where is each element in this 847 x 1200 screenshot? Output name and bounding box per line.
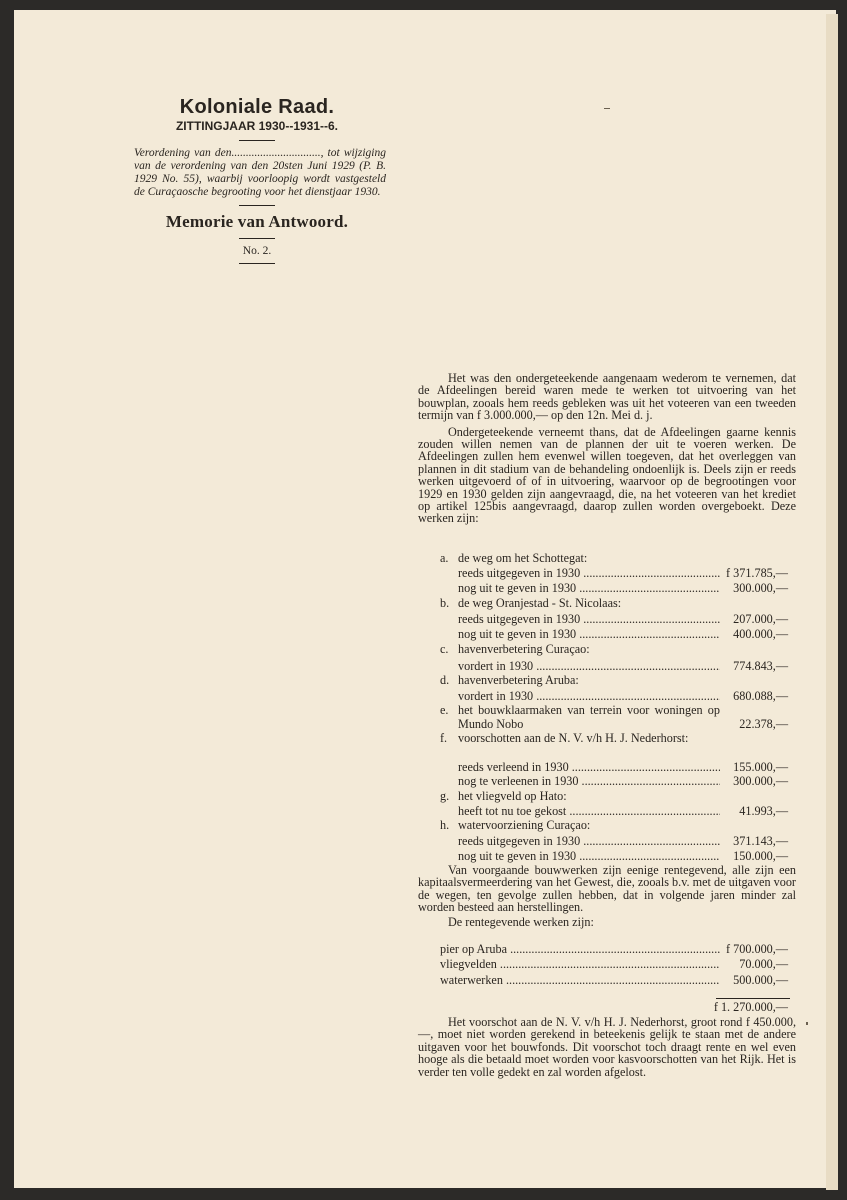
item-amount: 300.000,— <box>733 774 788 788</box>
item-label: vordert in 1930 ..... <box>458 689 720 703</box>
item-title: de weg om het Schottegat: <box>458 551 588 565</box>
item-amount: 500.000,— <box>733 973 788 987</box>
item-label: pier op Aruba ..... <box>440 942 720 956</box>
list-item <box>418 973 796 987</box>
body-middle <box>418 864 796 928</box>
list-item <box>418 627 796 641</box>
body-closing <box>418 1016 796 1078</box>
item-label: reeds verleend in 1930 ..... <box>458 760 720 774</box>
paragraph-4: De rentegevende werken zijn: <box>448 914 594 929</box>
list-item <box>418 957 796 971</box>
total-row <box>418 1000 796 1014</box>
list-item <box>418 703 796 731</box>
item-amount: 774.843,— <box>733 659 788 673</box>
list-item <box>418 731 796 759</box>
item-amount: 207.000,— <box>733 612 788 626</box>
list-item <box>418 642 796 656</box>
paragraph-1: Het was den ondergeteekende aangenaam wederom te vernemen, dat de Afdeelingen bereid waren mede te werken tot uitvoering van het bouwplan, zooals hem reeds gebleken was uit het voteeren van een tweeden termijn van f 3.000.000,— op den 12n. Mei d. j. <box>418 371 796 423</box>
header-divider <box>239 238 275 239</box>
item-title: havenverbetering Curaçao: <box>458 642 590 656</box>
ordinance-description: Verordening van den..............................., tot wijziging van de verordening van den 20sten Juni 1929 (P. B. 1929 No. 55), waarbij voorloopig wordt vastgesteld de Curaçaosche begrooting voor het dienstjaar 1930. <box>134 147 386 198</box>
item-label: reeds uitgegeven in 1930 ..... <box>458 612 720 626</box>
item-letter: b. <box>440 596 450 610</box>
margin-mark <box>604 108 610 109</box>
header-divider <box>239 140 275 141</box>
item-letter: g. <box>440 789 450 803</box>
item-amount: 150.000,— <box>733 849 788 863</box>
item-amount: 680.088,— <box>733 689 788 703</box>
header-divider <box>239 205 275 206</box>
list-item <box>418 760 796 774</box>
page-edge <box>826 14 838 1190</box>
document-title: Memorie van Antwoord. <box>165 212 349 231</box>
item-title: havenverbetering Aruba: <box>458 673 579 687</box>
item-amount: 300.000,— <box>733 581 788 595</box>
item-title: het bouwklaarmaken van terrein voor woningen op Mundo Nobo <box>458 703 720 731</box>
item-title: het vliegveld op Hato: <box>458 789 567 803</box>
list-item <box>418 774 796 788</box>
list-item <box>418 818 796 832</box>
item-label: heeft tot nu toe gekost ..... <box>458 804 720 818</box>
item-amount: 22.378,— <box>739 717 788 731</box>
item-label: reeds uitgegeven in 1930 ..... <box>458 834 720 848</box>
list-item <box>418 942 796 956</box>
list-item <box>418 659 796 673</box>
list-item <box>418 789 796 803</box>
item-letter: f. <box>440 731 448 745</box>
list-item <box>418 596 796 610</box>
total-divider <box>716 998 790 999</box>
total-amount: f 1. 270.000,— <box>713 1000 788 1014</box>
item-amount: 70.000,— <box>739 957 788 971</box>
item-amount: 371.143,— <box>733 834 788 848</box>
item-label: nog te verleenen in 1930 ..... <box>458 774 720 788</box>
list-item <box>418 689 796 703</box>
item-letter: h. <box>440 818 450 832</box>
document-header <box>124 96 390 270</box>
list-item <box>418 804 796 818</box>
margin-mark <box>806 1022 808 1025</box>
list-item <box>418 612 796 626</box>
paragraph-5: Het voorschot aan de N. V. v/h H. J. Nederhorst, groot rond f 450.000,—, moet niet worden gerekend in beteekenis gelijk te staan met de andere uitgaven voor het bouwfonds. Dit voorschot toch draagt rente en wel even hooge als die betaald moet worden voor kasvoorschotten van het Rijk. Het is verder ten volle gedekt en zal worden afgelost. <box>418 1015 796 1079</box>
item-label: vliegvelden ..... <box>440 957 720 971</box>
document-number: No. 2. <box>242 245 272 257</box>
list-item <box>418 581 796 595</box>
item-label: vordert in 1930 ..... <box>458 659 720 673</box>
item-title: voorschotten aan de N. V. v/h H. J. Nederhorst: <box>458 731 689 745</box>
item-label: waterwerken ..... <box>440 973 720 987</box>
session-year: ZITTINGJAAR 1930--1931--6. <box>175 119 339 133</box>
body-intro <box>418 372 796 525</box>
list-item <box>418 566 796 580</box>
item-amount: f 371.785,— <box>726 566 788 580</box>
list-item <box>418 673 796 687</box>
item-letter: d. <box>440 673 450 687</box>
item-title: de weg Oranjestad - St. Nicolaas: <box>458 596 622 610</box>
item-letter: e. <box>440 703 449 717</box>
paragraph-2: Ondergeteekende verneemt thans, dat de Afdeelingen gaarne kennis zouden willen nemen van de plannen der uit te voeren werken. De Afdeelingen zullen hem evenwel willen toegeven, dat het overleggen van plannen in dit stadium van de behandeling ondoenlijk is. Deels zijn er reeds werken uitgevoerd of of in uitvoering, waarvoor op de begrootingen voor 1929 en 1930 gelden zijn aangevraagd, die, na het voteeren van het krediet op artikel 125bis aangevraagd, daarop zullen worden overgeboekt. Deze werken zijn: <box>418 424 796 526</box>
item-label: nog uit te geven in 1930 ..... <box>458 581 720 595</box>
item-letter: a. <box>440 551 449 565</box>
list-item <box>418 834 796 848</box>
item-label: nog uit te geven in 1930 ..... <box>458 627 720 641</box>
item-amount: 400.000,— <box>733 627 788 641</box>
item-amount: f 700.000,— <box>726 942 788 956</box>
item-label: reeds uitgegeven in 1930 ..... <box>458 566 720 580</box>
item-amount: 41.993,— <box>739 804 788 818</box>
item-label: nog uit te geven in 1930 ..... <box>458 849 720 863</box>
paragraph-3: Van voorgaande bouwwerken zijn eenige rentegevend, alle zijn een kapitaalsvermeerdering van het Gewest, die, zooals b.v. met de uitgaven voor de wegen, ten gevolge zullen hebben, dat in volgende jaren minder zal worden besteed aan herstellingen. <box>418 863 796 915</box>
item-amount: 155.000,— <box>733 760 788 774</box>
council-title: Koloniale Raad. <box>179 96 335 118</box>
header-divider <box>239 263 275 264</box>
list-item <box>418 849 796 863</box>
list-item <box>418 551 796 565</box>
item-title: watervoorziening Curaçao: <box>458 818 591 832</box>
item-letter: c. <box>440 642 449 656</box>
